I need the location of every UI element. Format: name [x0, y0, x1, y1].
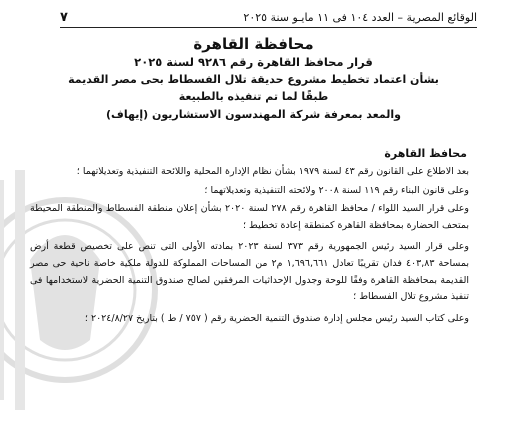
- preamble-paragraph: وعلى قرار السيد اللواء / محافظ القاهرة رقم ٢٧٨ لسنة ٢٠٢٠ بشأن إعلان منطقة الفسطاط والمنطقة المحيطة بمتحف الحضارة بمحافظة القاهرة كمنطقة إعادة تخطيط ؛: [30, 203, 469, 231]
- publication-info: الوقائع المصرية – العدد ١٠٤ فى ١١ مايـو سنة ٢٠٢٥: [243, 10, 477, 24]
- governor-label: محافظ القاهرة: [384, 147, 467, 160]
- decree-heading: [40, 34, 467, 124]
- preamble-paragraph: وعلى قانون البناء رقم ١١٩ لسنة ٢٠٠٨ ولائحته التنفيذية وتعديلاتهما ؛: [204, 184, 469, 196]
- decree-body: [30, 164, 469, 332]
- decree-executor-line: والمعد بمعرفة شركة المهندسون الاستشاريون (إيهاف): [106, 108, 401, 121]
- decree-title: قرار محافظ القاهرة رقم ٩٢٨٦ لسنة ٢٠٢٥: [134, 55, 373, 69]
- page-number: ٧: [60, 9, 68, 25]
- header-divider: [60, 27, 477, 28]
- governorate-title: محافظة القاهرة: [193, 35, 314, 53]
- gazette-header: [60, 8, 477, 26]
- decree-subject-line-1: بشأن اعتماد تخطيط مشروع حديقة تلال الفسطاط بحى مصر القديمة: [68, 73, 439, 86]
- preamble-paragraph: وعلى كتاب السيد رئيس مجلس إدارة صندوق التنمية الحضرية رقم ( ٧٥٧ / ط ) بتاريخ ٢٠٢٤/٨/٢٧ ؛: [84, 312, 469, 324]
- preamble-paragraph: وعلى قرار السيد رئيس الجمهورية رقم ٣٧٣ لسنة ٢٠٢٣ بمادته الأولى التى تنص على تخصيص قطعة أرض بمساحة ٤٠٣,٨٣ فدان تقريبًا تعادل ١,٦٩٦,٦٦١ م٢ من المساحات المملوكة للدولة ملكية خاصة ناحية حى مصر القديمة بمحافظة القاهرة وفقًا للوحة وجدول الإحداثيات المرفقين لصالح صندوق التنمية الحضرية لاستخدامها فى تنفيذ مشروع تلال الفسطاط ؛: [30, 241, 470, 303]
- preamble-paragraph: بعد الاطلاع على القانون رقم ٤٣ لسنة ١٩٧٩ بشأن نظام الإدارة المحلية واللائحة التنفيذية وتعديلاتهما ؛: [76, 166, 469, 177]
- decree-subject-line-2: طبقًا لما تم تنفيذه بالطبيعة: [178, 90, 329, 103]
